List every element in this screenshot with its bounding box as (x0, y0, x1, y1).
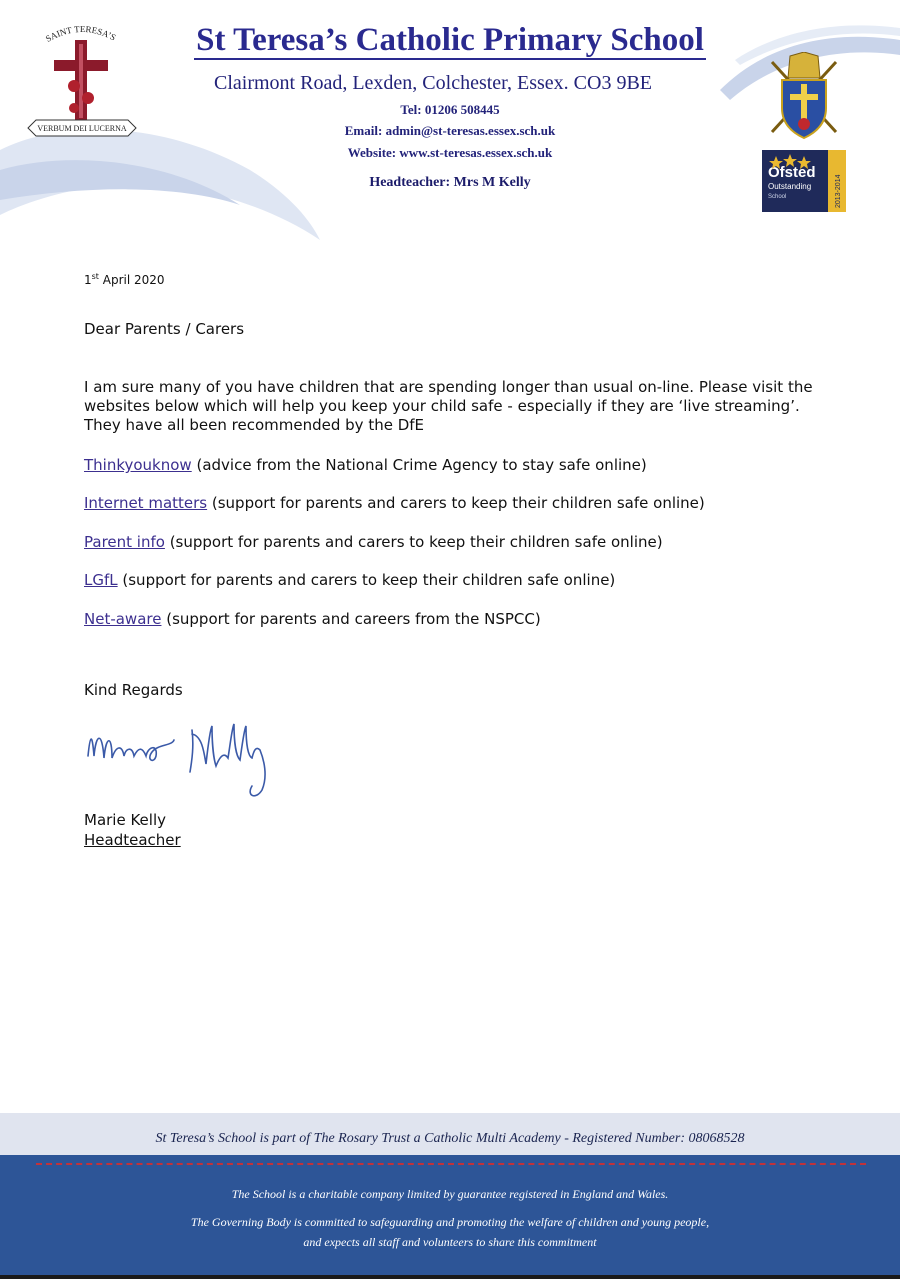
diocese-crest-logo (764, 52, 844, 142)
link-desc: (support for parents and carers to keep their children safe online) (117, 571, 616, 589)
ofsted-grade: Outstanding (768, 182, 812, 191)
link-desc: (support for parents and carers to keep their children safe online) (164, 533, 663, 551)
footer-commitment-line: and expects all staff and volunteers to share this commitment (303, 1235, 597, 1249)
handwritten-signature (82, 716, 292, 801)
crest-arc-text: SAINT TERESA’S (43, 23, 118, 44)
school-title: St Teresa’s Catholic Primary School (196, 22, 704, 58)
crest-motto: VERBUM DEI LUCERNA (37, 124, 127, 133)
resource-item-net-aware (84, 610, 541, 629)
school-address: Clairmont Road, Lexden, Colchester, Essex. CO3 9BE (214, 72, 653, 94)
footer-divider (36, 1163, 866, 1166)
link-parent-info[interactable]: Parent info (84, 533, 165, 551)
rose-2 (82, 92, 94, 104)
ofsted-brand: Ofsted (768, 164, 816, 181)
link-thinkyouknow[interactable]: Thinkyouknow (84, 456, 192, 474)
ofsted-badge (762, 150, 846, 212)
date-suffix: st (91, 272, 99, 281)
footer-charity-line: The School is a charitable company limited by guarantee registered in England and Wales. (231, 1187, 669, 1201)
link-desc: (advice from the National Crime Agency to stay safe online) (191, 456, 647, 474)
footer-safeguarding-line: The Governing Body is committed to safeguarding and promoting the welfare of children and young people, (190, 1215, 710, 1229)
ofsted-years: 2013-2014 (835, 174, 842, 208)
school-telephone: Tel: 01206 508445 (400, 102, 500, 117)
letter-paragraph: I am sure many of you have children that are spending longer than usual on-line. Please visit the websites below which will help you keep your child safe - especially if they are ‘live streaming’. They have all been recommended by the DfE (84, 378, 813, 434)
ofsted-sub: School (768, 194, 787, 200)
signatory-role: Headteacher (84, 831, 181, 849)
resource-item-parent-info (84, 533, 663, 552)
school-website: Website: www.st-teresas.essex.sch.uk (347, 145, 553, 160)
link-desc: (support for parents and careers from the NSPCC) (161, 610, 541, 628)
bottom-edge (0, 1275, 900, 1279)
rose-1 (68, 80, 80, 92)
resource-item-lgfl (84, 571, 615, 590)
date-day: 1 (84, 273, 92, 287)
letter-greeting: Dear Parents / Carers (84, 320, 245, 338)
link-desc: (support for parents and carers to keep their children safe online) (207, 494, 705, 512)
rose-3 (69, 103, 79, 113)
letter-date (84, 267, 165, 290)
link-lgfl[interactable]: LGfL (84, 571, 118, 589)
closing-regards: Kind Regards (84, 681, 183, 699)
mitre (788, 52, 820, 78)
date-rest: April 2020 (98, 273, 165, 287)
link-net-aware[interactable]: Net-aware (84, 610, 162, 628)
signatory-name: Marie Kelly (84, 811, 166, 829)
headteacher-line: Headteacher: Mrs M Kelly (369, 175, 531, 190)
resource-item-thinkyouknow (84, 456, 647, 475)
link-internet-matters[interactable]: Internet matters (84, 494, 208, 512)
shield-rose (798, 118, 810, 130)
footer-trust-line: St Teresa’s School is part of The Rosary Trust a Catholic Multi Academy - Registered Number: 08068528 (155, 1131, 745, 1146)
resource-item-internet-matters (84, 494, 705, 513)
school-email: Email: admin@st-teresas.essex.sch.uk (344, 123, 556, 138)
